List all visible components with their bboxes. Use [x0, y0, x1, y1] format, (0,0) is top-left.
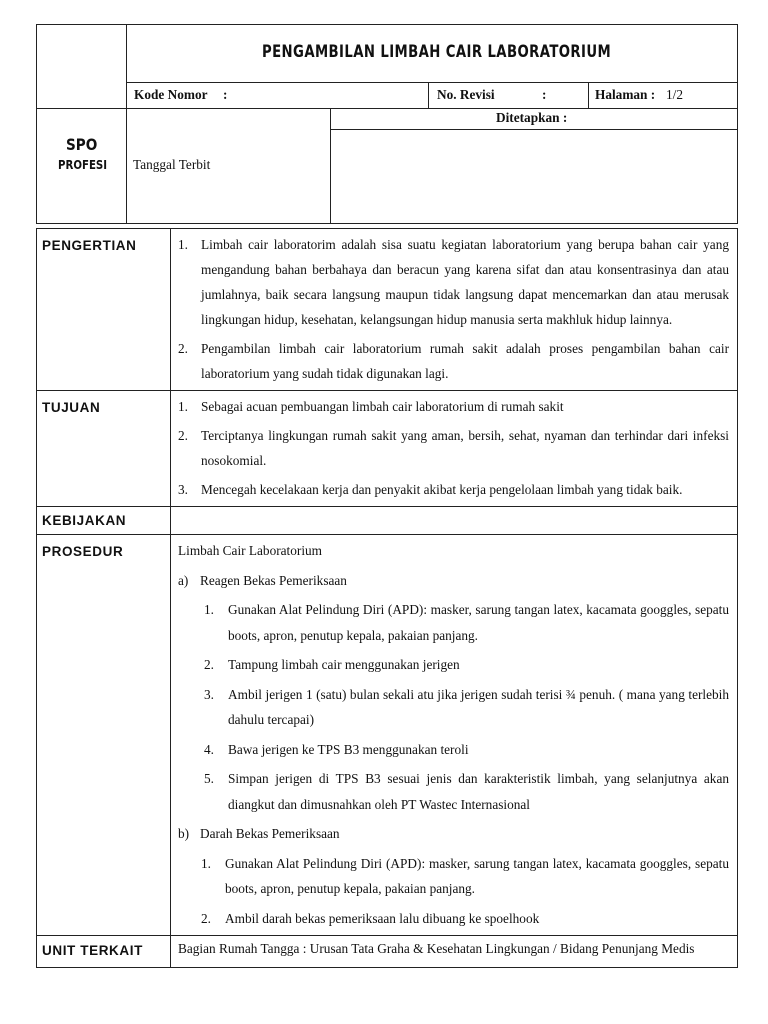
spo-label: SPO	[66, 135, 98, 154]
procedure-group-heading	[178, 821, 729, 847]
list-text: Darah Bekas Pemeriksaan	[200, 826, 340, 841]
section-label: PENGERTIAN	[37, 229, 171, 391]
list-item	[178, 336, 729, 386]
list-text: Bawa jerigen ke TPS B3 menggunakan teroli	[228, 741, 469, 757]
list-text: Limbah cair laboratorim adalah sisa suatu kegiatan laboratorium yang berupa bahan cair yang mengandung bahan berbahaya dan beracun yang karena sifat dan atau konsentrasinya dan atau jumlahnya, baik secara langsung maupun tidak langsung dapat mencemarkan dan atau merusak lingkungan hidup, kesehatan, kelangsungan hidup manusia serta makhluk hidup lainnya.	[201, 237, 729, 327]
list-number: 1.	[204, 602, 214, 617]
divider	[428, 82, 429, 108]
kode-nomor-colon: :	[223, 87, 228, 102]
section-body	[171, 229, 738, 391]
list-item	[178, 597, 729, 648]
list-number: a)	[178, 572, 189, 588]
list-text: Mencegah kecelakaan kerja dan penyakit akibat kerja pengelolaan limbah yang tidak baik.	[201, 482, 683, 497]
list-number: 1.	[201, 855, 211, 871]
list-item	[178, 906, 729, 932]
list-text: Ambil darah bekas pemeriksaan lalu dibuang ke spoelhook	[225, 910, 540, 926]
list-text: Terciptanya lingkungan rumah sakit yang aman, bersih, sehat, nyaman dan terhindar dari infeksi nosokomial.	[201, 428, 729, 468]
list-text: Ambil jerigen 1 (satu) bulan sekali atu jika jerigen sudah terisi ¾ penuh. ( mana yang terlebih dahulu tercapai)	[228, 686, 729, 727]
list-number: b)	[178, 826, 190, 841]
section-body: Bagian Rumah Tangga : Urusan Tata Graha & Kesehatan Lingkungan / Bidang Penunjang Medis	[171, 936, 738, 968]
halaman-label: Halaman :	[595, 87, 656, 102]
document-header	[36, 24, 738, 224]
section-body	[171, 391, 738, 507]
list-number: 1.	[178, 237, 188, 252]
list-text: Tampung limbah cair menggunakan jerigen	[228, 657, 460, 672]
row-unit-terkait	[37, 936, 738, 968]
section-body	[171, 535, 738, 936]
list-number: 1.	[178, 399, 188, 414]
list-item	[178, 851, 729, 902]
divider	[37, 108, 737, 109]
list-item	[178, 766, 729, 817]
tanggal-terbit-label: Tanggal Terbit	[133, 157, 211, 172]
list-number: 4.	[204, 741, 214, 757]
list-text: Pengambilan limbah cair laboratorium rumah sakit adalah proses pengambilan bahan cair laboratorium yang sudah tidak digunakan lagi.	[201, 341, 729, 381]
procedure-group-heading	[178, 568, 729, 594]
divider	[126, 82, 738, 83]
row-kebijakan	[37, 507, 738, 535]
prosedur-intro: Limbah Cair Laboratorium	[178, 543, 323, 558]
row-pengertian	[37, 229, 738, 391]
list-item	[178, 394, 729, 419]
row-prosedur	[37, 535, 738, 936]
list-item	[178, 477, 729, 502]
divider	[126, 25, 127, 223]
list-text: Reagen Bekas Pemeriksaan	[200, 572, 347, 588]
list-number: 3.	[204, 686, 214, 702]
list-item	[178, 682, 729, 733]
list-number: 5.	[204, 771, 214, 786]
list-number: 2.	[178, 428, 188, 443]
no-revisi-label: No. Revisi	[437, 87, 495, 102]
profesi-label: PROFESI	[58, 158, 108, 172]
divider	[588, 82, 589, 108]
list-number: 2.	[204, 657, 214, 672]
list-text: Sebagai acuan pembuangan limbah cair laboratorium di rumah sakit	[201, 399, 564, 414]
list-text: Gunakan Alat Pelindung Diri (APD): masker, sarung tangan latex, kacamata googgles, sepatu boots, apron, penutup kepala, pakaian panjang.	[228, 602, 729, 643]
section-body	[171, 507, 738, 535]
list-text: Simpan jerigen di TPS B3 sesuai jenis dan karakteristik limbah, yang selanjutnya akan diangkut dan dimusnahkan oleh PT Wastec Internasional	[228, 771, 729, 812]
kode-nomor-label: Kode Nomor	[134, 87, 208, 102]
row-tujuan	[37, 391, 738, 507]
section-label: TUJUAN	[37, 391, 171, 507]
section-label: UNIT TERKAIT	[37, 936, 171, 968]
content-table	[36, 228, 738, 968]
list-item	[178, 737, 729, 763]
document-title: PENGAMBILAN LIMBAH CAIR LABORATORIUM	[262, 42, 612, 62]
divider	[330, 129, 738, 130]
divider	[330, 108, 331, 223]
list-item	[178, 423, 729, 473]
list-number: 3.	[178, 482, 188, 497]
list-number: 2.	[178, 341, 188, 356]
no-revisi-colon: :	[542, 87, 547, 102]
list-item	[178, 652, 729, 678]
halaman-value: 1/2	[666, 87, 683, 102]
ditetapkan-label: Ditetapkan :	[496, 110, 568, 125]
section-label: KEBIJAKAN	[37, 507, 171, 535]
list-text: Gunakan Alat Pelindung Diri (APD): masker, sarung tangan latex, kacamata googgles, sepatu boots, apron, penutup kepala, pakaian panjang.	[225, 855, 729, 896]
section-label: PROSEDUR	[37, 535, 171, 936]
list-item	[178, 232, 729, 332]
list-number: 2.	[201, 910, 211, 926]
